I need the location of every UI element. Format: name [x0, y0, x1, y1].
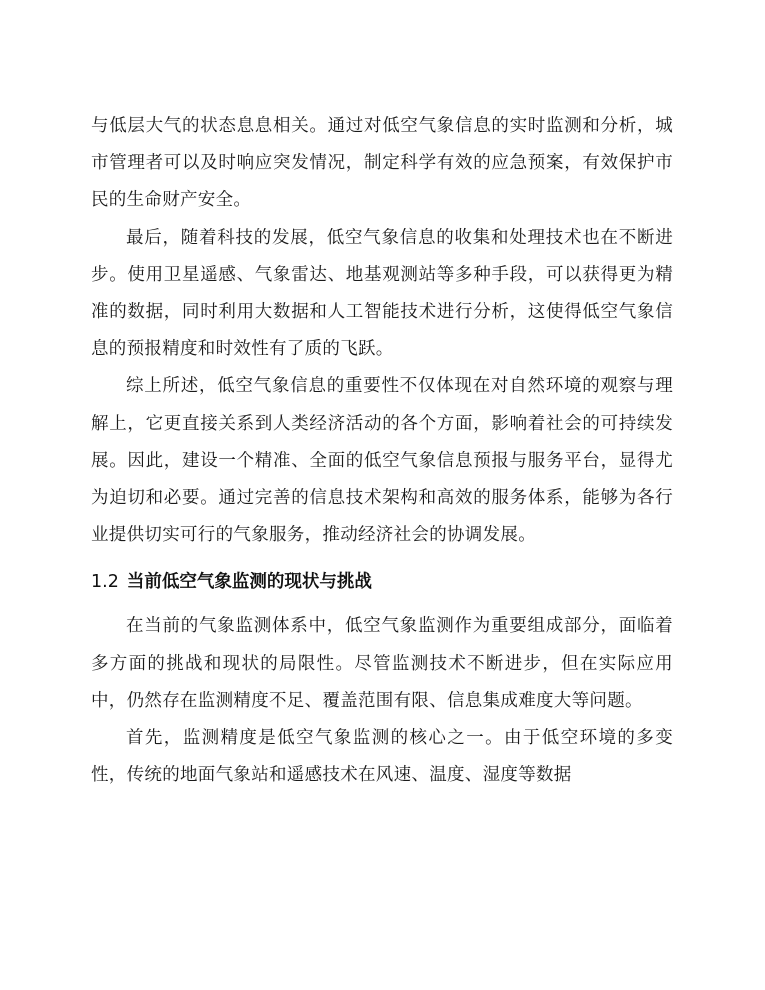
paragraph-1: 与低层大气的状态息息相关。通过对低空气象信息的实时监测和分析，城市管理者可以及时响应突发情况，制定科学有效的应急预案，有效保护市民的生命财产安全。	[91, 116, 673, 211]
paragraph-3: 综上所述，低空气象信息的重要性不仅体现在对自然环境的观察与理解上，它更直接关系到人类经济活动的各个方面，影响着社会的可持续发展。因此，建设一个精准、全面的低空气象信息预报与服务平台，显得尤为迫切和必要。通过完善的信息技术架构和高效的服务体系，能够为各行业提供切实可行的气象服务，推动经济社会的协调发展。	[91, 376, 673, 546]
paragraph-2: 最后，随着科技的发展，低空气象信息的收集和处理技术也在不断进步。使用卫星遥感、气象雷达、地基观测站等多种手段，可以获得更为精准的数据，同时利用大数据和人工智能技术进行分析，这使得低空气象信息的预报精度和时效性有了质的飞跃。	[91, 227, 673, 360]
section-title: 当前低空气象监测的现状与挑战	[126, 572, 372, 593]
section-number: 1.2	[91, 572, 119, 593]
section-heading	[91, 564, 673, 600]
paragraph-4: 在当前的气象监测体系中，低空气象监测作为重要组成部分，面临着多方面的挑战和现状的局限性。尽管监测技术不断进步，但在实际应用中，仍然存在监测精度不足、覆盖范围有限、信息集成难度大等问题。	[91, 616, 673, 711]
paragraph-5: 首先，监测精度是低空气象监测的核心之一。由于低空环境的多变性，传统的地面气象站和遥感技术在风速、温度、湿度等数据	[91, 728, 673, 786]
document-page	[91, 108, 673, 794]
